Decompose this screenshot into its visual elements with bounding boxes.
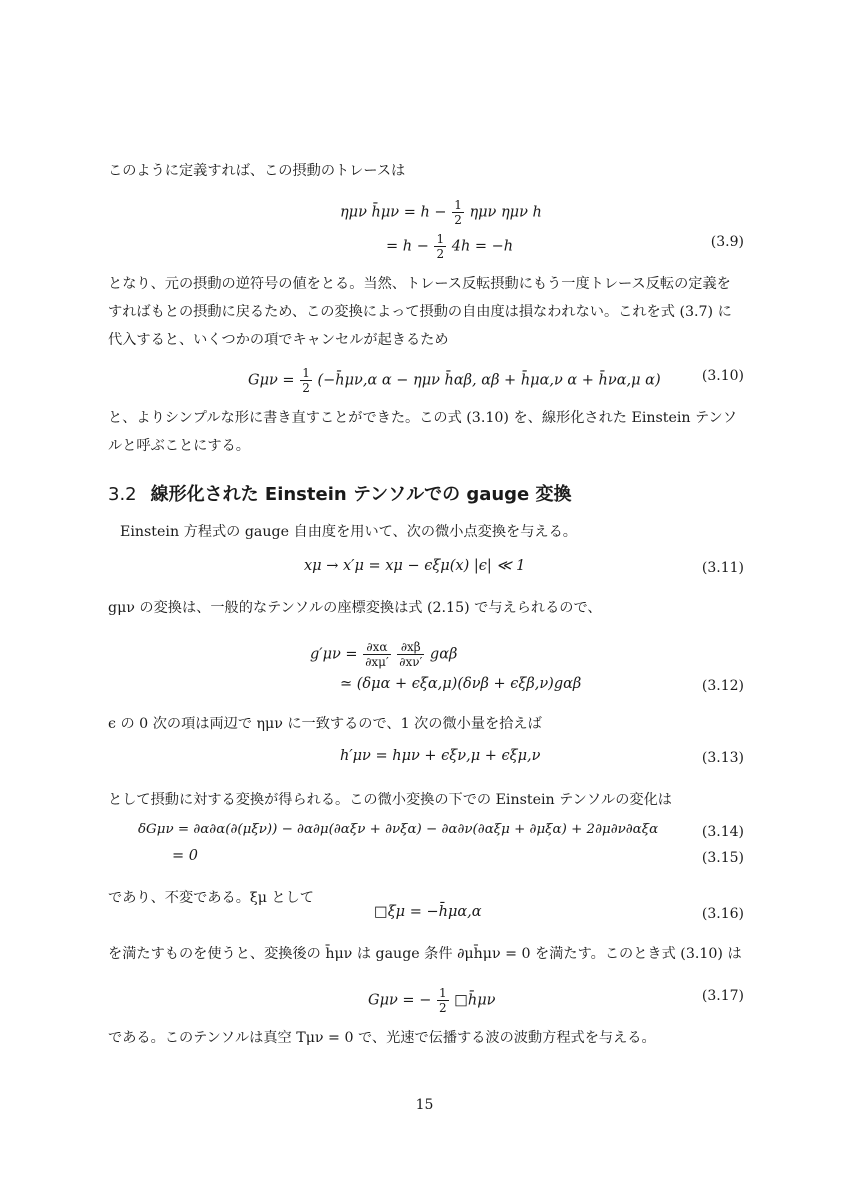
numerator: 1 — [454, 198, 462, 212]
equation-body: h′μν = hμν + ϵξν,μ + ϵξμ,ν — [340, 748, 541, 764]
numerator: ∂xβ — [397, 640, 424, 655]
fraction-dx-alpha — [363, 640, 391, 669]
equation-3-15 — [108, 848, 744, 872]
equation-number: (3.12) — [701, 678, 744, 694]
fraction-half — [300, 366, 312, 395]
section-number: 3.2 — [108, 484, 137, 505]
equation-3-9a — [108, 198, 744, 227]
numerator: ∂xα — [363, 640, 391, 655]
equation-3-11 — [108, 558, 744, 582]
fraction-half — [437, 986, 449, 1015]
fraction-half — [434, 232, 446, 261]
denominator: 2 — [302, 381, 310, 395]
paragraph-wave-equation: である。このテンソルは真空 Tμν = 0 で、光速で伝播する波の波動方程式を与える。 — [108, 1030, 656, 1046]
paragraph-gauge-condition: を満たすものを使うと、変換後の h̄μν は gauge 条件 ∂μh̄μν = 0 を満たす。このとき式 (3.10) は — [108, 946, 742, 962]
fraction-dx-beta — [397, 640, 424, 669]
equation-body — [368, 986, 495, 1015]
equation-3-12a — [108, 640, 744, 669]
equation-number: (3.14) — [701, 824, 744, 840]
equation-lhs: g′μν = — [310, 646, 358, 663]
equation-body: xμ → x′μ = xμ − ϵξμ(x) |ϵ| ≪ 1 — [304, 558, 526, 574]
paragraph-gauge: Einstein 方程式の gauge 自由度を用いて、次の微小点変換を与える。 — [120, 524, 577, 540]
denominator: 2 — [436, 247, 445, 261]
equation-lhs: Gμν = — [248, 372, 295, 389]
paragraph-linearized-einstein: と、よりシンプルな形に書き直すことができた。この式 (3.10) を、線形化された Einstein テンソルと呼ぶことにする。 — [108, 410, 737, 454]
section-title: 線形化された Einstein テンソルでの gauge 変換 — [150, 484, 572, 505]
equation-3-10 — [108, 366, 744, 395]
paragraph-intro: このように定義すれば、この摂動のトレースは — [108, 163, 406, 179]
equation-number: (3.16) — [701, 906, 744, 922]
denominator: ∂xμ′ — [365, 655, 389, 669]
page-number: 15 — [415, 1097, 434, 1113]
equation-3-9b — [108, 232, 744, 261]
equation-body — [386, 232, 513, 261]
paragraph-first-order: ϵ の 0 次の項は両辺で ημν に一致するので、1 次の微小量を拾えば — [108, 716, 542, 732]
equation-number: (3.17) — [701, 988, 744, 1004]
denominator: 2 — [438, 1001, 447, 1015]
equation-number: (3.11) — [701, 560, 744, 576]
equation-rhs: ημν ημν h — [469, 204, 542, 221]
equation-body: δGμν = ∂α∂α(∂(μξν)) − ∂α∂μ(∂αξν + ∂νξα) − ∂α∂ν(∂αξμ + ∂μξα) + 2∂μ∂ν∂αξα — [138, 822, 659, 837]
equation-tail: gαβ — [429, 646, 458, 663]
equation-number: (3.10) — [701, 368, 744, 384]
equation-rhs: □h̄μν — [454, 992, 496, 1009]
equation-body — [248, 366, 661, 395]
equation-lhs: = h − — [386, 238, 429, 255]
denominator: 2 — [454, 213, 462, 227]
fraction-half — [452, 198, 464, 227]
equation-3-12b — [108, 676, 744, 700]
equation-body: ≃ (δμα + ϵξα,μ)(δνβ + ϵξβ,ν)gαβ — [340, 676, 582, 692]
equation-rhs: 4h = −h — [451, 238, 514, 255]
denominator: ∂xν′ — [399, 655, 423, 669]
equation-3-16 — [108, 904, 744, 928]
section-heading — [108, 480, 572, 506]
equation-body: □ξμ = −h̄μα,α — [374, 904, 482, 920]
equation-body: = 0 — [172, 848, 198, 864]
equation-body — [340, 198, 542, 227]
paragraph-invariant: であり、不変である。ξμ として — [108, 890, 314, 906]
equation-3-17 — [108, 986, 744, 1015]
equation-lhs: ημν h̄μν = h − — [340, 204, 447, 221]
equation-number: (3.15) — [701, 850, 744, 866]
numerator: 1 — [302, 366, 310, 380]
equation-rhs: (−h̄μν,α α − ημν h̄αβ, αβ + h̄μα,ν α + h̄να,μ α) — [317, 372, 661, 389]
paragraph-trace-reversal: となり、元の摂動の逆符号の値をとる。当然、トレース反転摂動にもう一度トレース反転の定義をすればもとの摂動に戻るため、この変換によって摂動の自由度は損なわれない。これを式 (3.7) に代入すると、いくつかの項でキャンセルが起きるため — [108, 276, 732, 348]
numerator: 1 — [436, 232, 445, 246]
numerator: 1 — [438, 986, 447, 1000]
equation-number: (3.9) — [710, 234, 744, 250]
equation-lhs: Gμν = − — [368, 992, 432, 1009]
equation-number: (3.13) — [701, 750, 744, 766]
equation-3-14 — [108, 822, 744, 846]
equation-body — [310, 640, 457, 669]
paragraph-einstein-change: として摂動に対する変換が得られる。この微小変換の下での Einstein テンソルの変化は — [108, 792, 672, 808]
equation-3-13 — [108, 748, 744, 772]
paragraph-metric-transform: gμν の変換は、一般的なテンソルの座標変換は式 (2.15) で与えられるので、 — [108, 600, 602, 616]
